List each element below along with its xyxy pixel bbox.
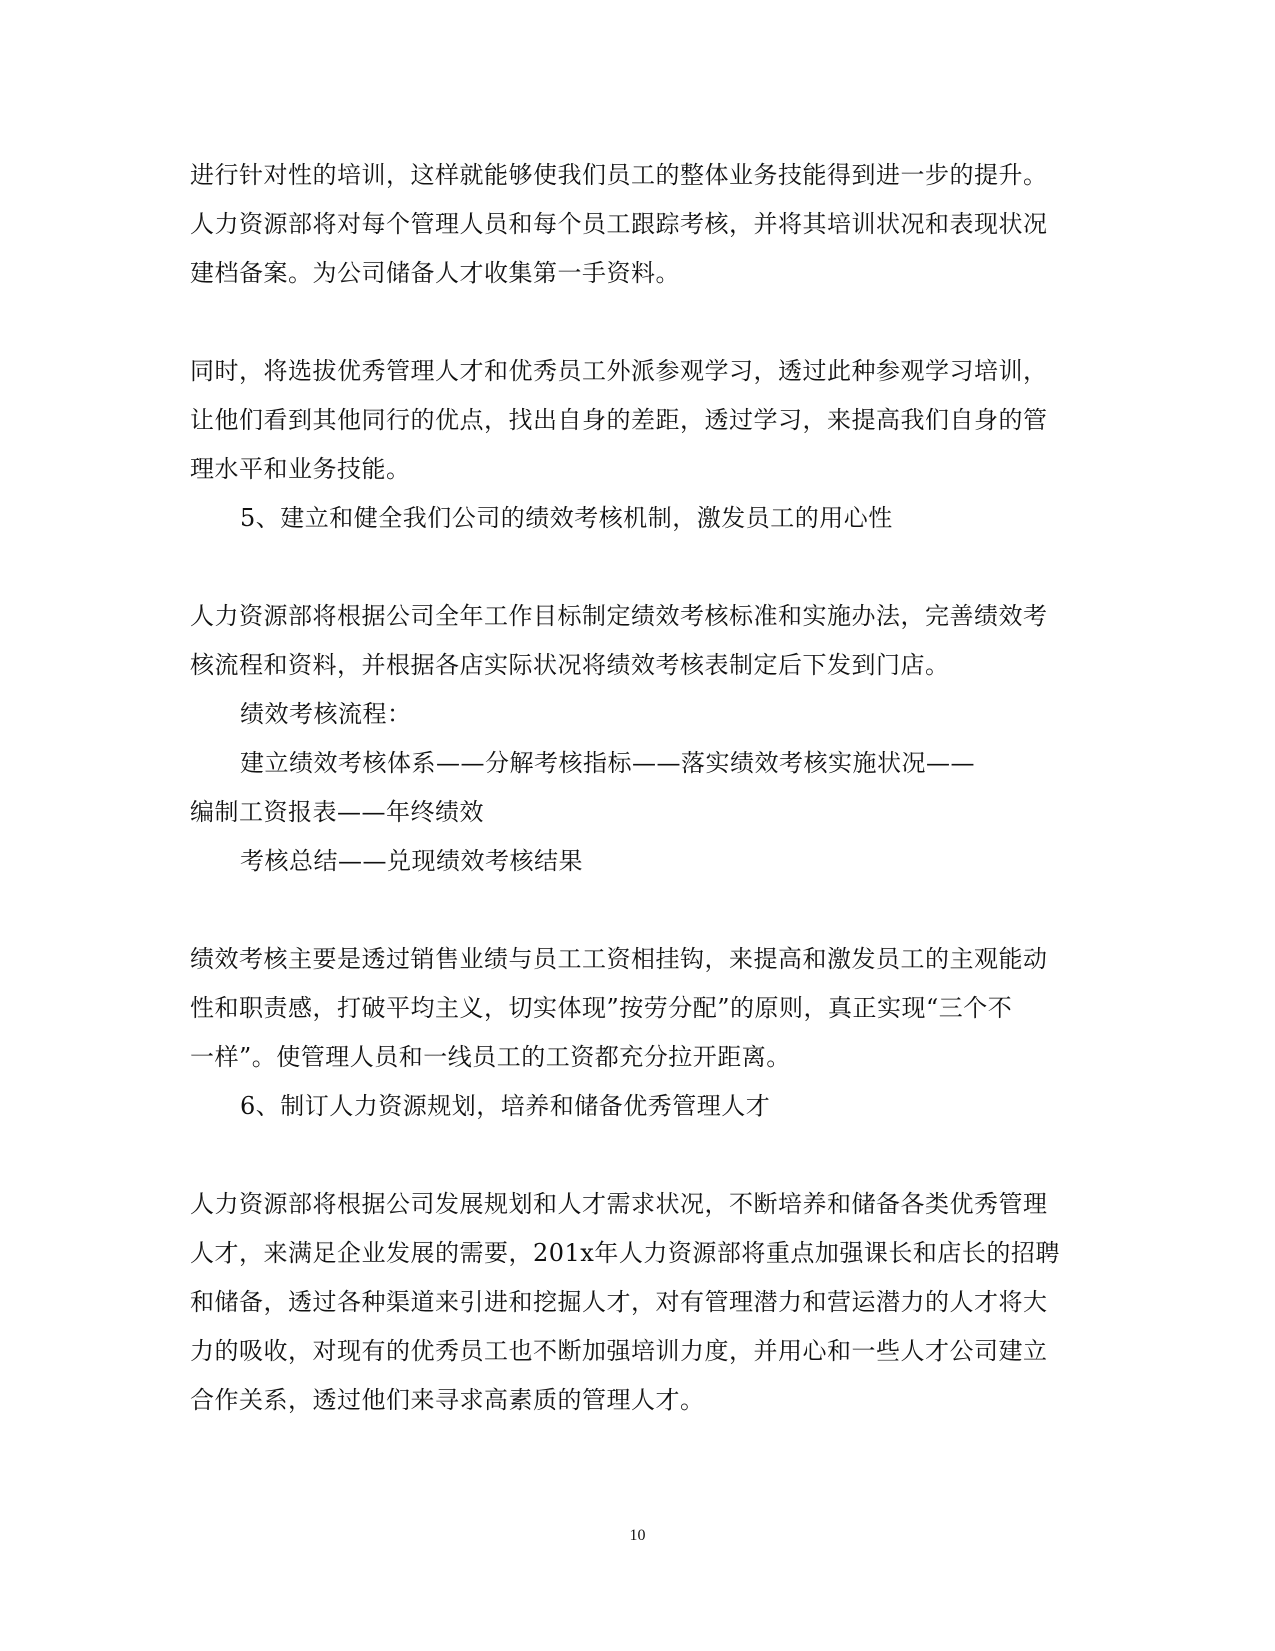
paragraph-1-line-2: 人力资源部将对每个管理人员和每个员工跟踪考核，并将其培训状况和表现状况 xyxy=(190,210,1048,238)
paragraph-4-line-1: 人力资源部将根据公司全年工作目标制定绩效考核标准和实施办法，完善绩效考 xyxy=(190,602,1048,630)
flow-line-2: 编制工资报表——年终绩效 xyxy=(190,798,484,826)
paragraph-6-line-1: 绩效考核主要是透过销售业绩与员工工资相挂钩，来提高和激发员工的主观能动 xyxy=(190,945,1048,973)
paragraph-8-line-1: 人力资源部将根据公司发展规划和人才需求状况，不断培养和储备各类优秀管理 xyxy=(190,1190,1048,1218)
paragraph-2-line-3: 理水平和业务技能。 xyxy=(190,455,411,483)
paragraph-8-line-5: 合作关系，透过他们来寻求高素质的管理人才。 xyxy=(190,1386,705,1414)
flow-line-3: 考核总结——兑现绩效考核结果 xyxy=(240,847,583,875)
paragraph-2-line-2: 让他们看到其他同行的优点，找出自身的差距，透过学习，来提高我们自身的管 xyxy=(190,406,1048,434)
paragraph-6-line-3: 一样”。使管理人员和一线员工的工资都充分拉开距离。 xyxy=(190,1043,791,1071)
paragraph-2-line-1: 同时，将选拔优秀管理人才和优秀员工外派参观学习，透过此种参观学习培训， xyxy=(190,357,1048,385)
paragraph-1-line-3: 建档备案。为公司储备人才收集第一手资料。 xyxy=(190,259,680,287)
paragraph-8-line-4: 力的吸收，对现有的优秀员工也不断加强培训力度，并用心和一些人才公司建立 xyxy=(190,1337,1048,1365)
page-number: 10 xyxy=(629,1527,646,1544)
paragraph-8-line-2: 人才，来满足企业发展的需要，201x年人力资源部将重点加强课长和店长的招聘 xyxy=(190,1239,1060,1267)
paragraph-1-line-1: 进行针对性的培训，这样就能够使我们员工的整体业务技能得到进一步的提升。 xyxy=(190,161,1048,189)
paragraph-6-line-2: 性和职责感，打破平均主义，切实体现”按劳分配”的原则，真正实现“三个不 xyxy=(190,994,1013,1022)
section-heading-5: 5、建立和健全我们公司的绩效考核机制，激发员工的用心性 xyxy=(240,504,893,532)
flow-title: 绩效考核流程： xyxy=(240,700,412,728)
paragraph-4-line-2: 核流程和资料，并根据各店实际状况将绩效考核表制定后下发到门店。 xyxy=(190,651,950,679)
section-heading-6: 6、制订人力资源规划，培养和储备优秀管理人才 xyxy=(240,1092,771,1120)
flow-line-1: 建立绩效考核体系——分解考核指标——落实绩效考核实施状况—— xyxy=(240,749,975,777)
paragraph-8-line-3: 和储备，透过各种渠道来引进和挖掘人才，对有管理潜力和营运潜力的人才将大 xyxy=(190,1288,1048,1316)
